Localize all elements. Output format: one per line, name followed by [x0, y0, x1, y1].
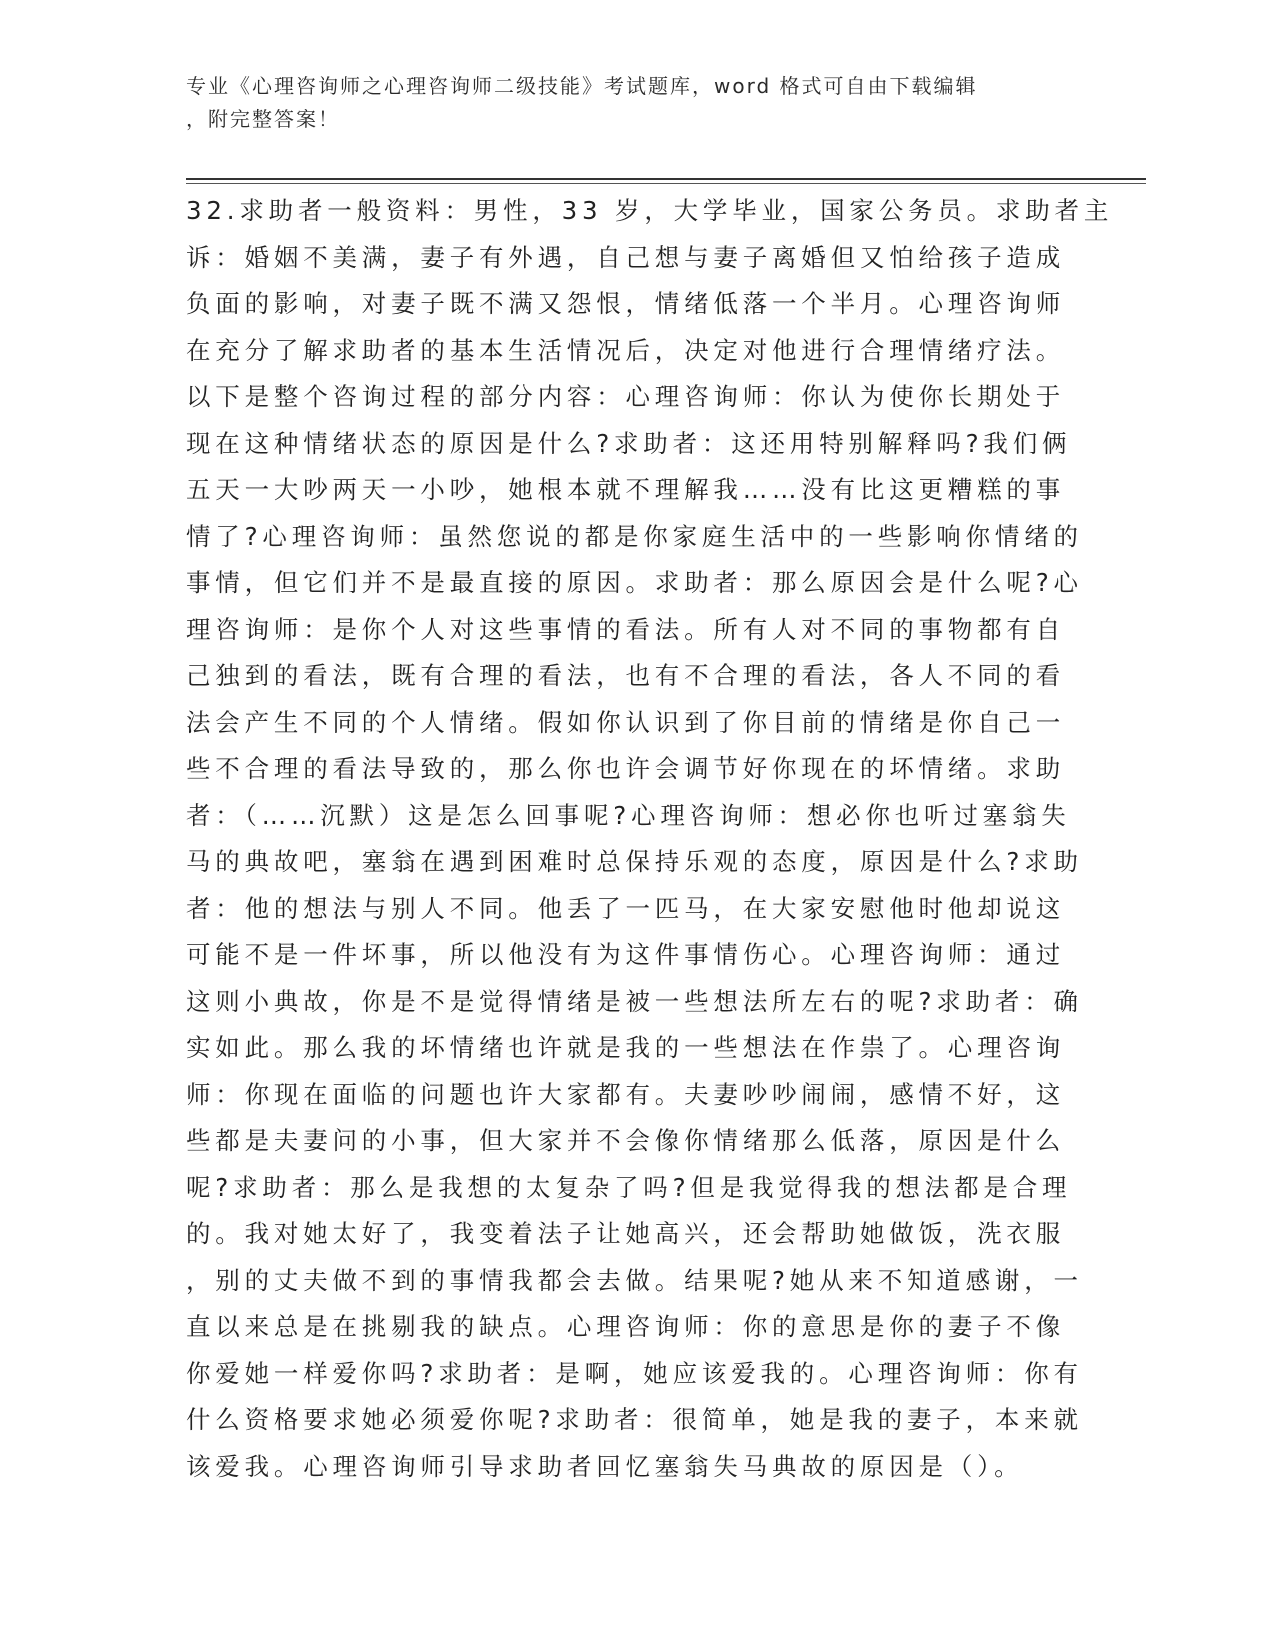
question-line: 者：他的想法与别人不同。他丢了一匹马，在大家安慰他时他却说这 [186, 893, 1065, 923]
question-line: 五天一大吵两天一小吵，她根本就不理解我……没有比这更糟糕的事 [186, 475, 1065, 504]
question-line: 这则小典故，你是不是觉得情绪是被一些想法所左右的呢?求助者：确 [186, 986, 1083, 1016]
question-line: 己独到的看法，既有合理的看法，也有不合理的看法，各人不同的看 [186, 661, 1065, 690]
question-line: 马的典故吧，塞翁在遇到困难时总保持乐观的态度，原因是什么?求助 [186, 847, 1083, 876]
question-line: 些都是夫妻问的小事，但大家并不会像你情绪那么低落，原因是什么 [186, 1126, 1065, 1155]
question-line: 诉：婚姻不美满，妻子有外遇，自己想与妻子离婚但又怕给孩子造成 [186, 242, 1065, 272]
question-line: 32.求助者一般资料：男性，33 岁，大学毕业，国家公务员。求助者主 [186, 196, 1114, 225]
question-line: 负面的影响，对妻子既不满又怨恨，情绪低落一个半月。心理咨询师 [186, 289, 1065, 318]
question-line: 理咨询师：是你个人对这些事情的看法。所有人对不同的事物都有自 [186, 614, 1065, 644]
question-line: 者：（……沉默）这是怎么回事呢?心理咨询师：想必你也听过塞翁失 [186, 800, 1071, 830]
question-line: 该爱我。心理咨询师引导求助者回忆塞翁失马典故的原因是（）。 [186, 1451, 1024, 1481]
question-line: 在充分了解求助者的基本生活情况后，决定对他进行合理情绪疗法。 [186, 335, 1065, 365]
page-header [186, 70, 1086, 136]
header-line: 专业《心理咨询师之心理咨询师二级技能》考试题库，word 格式可自由下载编辑 [186, 74, 978, 98]
question-line: 呢?求助者：那么是我想的太复杂了吗?但是我觉得我的想法都是合理 [186, 1172, 1072, 1202]
question-line: 实如此。那么我的坏情绪也许就是我的一些想法在作祟了。心理咨询 [186, 1033, 1065, 1062]
header-divider-thick [186, 178, 1146, 180]
question-line: 以下是整个咨询过程的部分内容：心理咨询师：你认为使你长期处于 [186, 382, 1065, 411]
question-line: 你爱她一样爱你吗?求助者：是啊，她应该爱我的。心理咨询师：你有 [186, 1358, 1083, 1388]
question-line: 情了?心理咨询师：虽然您说的都是你家庭生活中的一些影响你情绪的 [186, 521, 1083, 551]
question-line: 的。我对她太好了，我变着法子让她高兴，还会帮助她做饭，洗衣服 [186, 1219, 1065, 1248]
question-line: 事情，但它们并不是最直接的原因。求助者：那么原因会是什么呢?心 [186, 568, 1083, 597]
question-line: ，别的丈夫做不到的事情我都会去做。结果呢?她从来不知道感谢，一 [186, 1265, 1083, 1295]
question-line: 可能不是一件坏事，所以他没有为这件事情伤心。心理咨询师：通过 [186, 940, 1065, 969]
question-line: 师：你现在面临的问题也许大家都有。夫妻吵吵闹闹，感情不好，这 [186, 1079, 1065, 1109]
question-line: 直以来总是在挑剔我的缺点。心理咨询师：你的意思是你的妻子不像 [186, 1312, 1065, 1341]
question-line: 现在这种情绪状态的原因是什么?求助者：这还用特别解释吗?我们俩 [186, 428, 1072, 458]
header-line: ，附完整答案！ [186, 107, 340, 131]
question-line: 些不合理的看法导致的，那么你也许会调节好你现在的坏情绪。求助 [186, 754, 1065, 783]
question-line: 什么资格要求她必须爱你呢?求助者：很简单，她是我的妻子，本来就 [186, 1405, 1083, 1434]
question-body [186, 188, 1114, 1490]
question-line: 法会产生不同的个人情绪。假如你认识到了你目前的情绪是你自己一 [186, 707, 1065, 737]
header-divider-thin [186, 183, 1146, 184]
